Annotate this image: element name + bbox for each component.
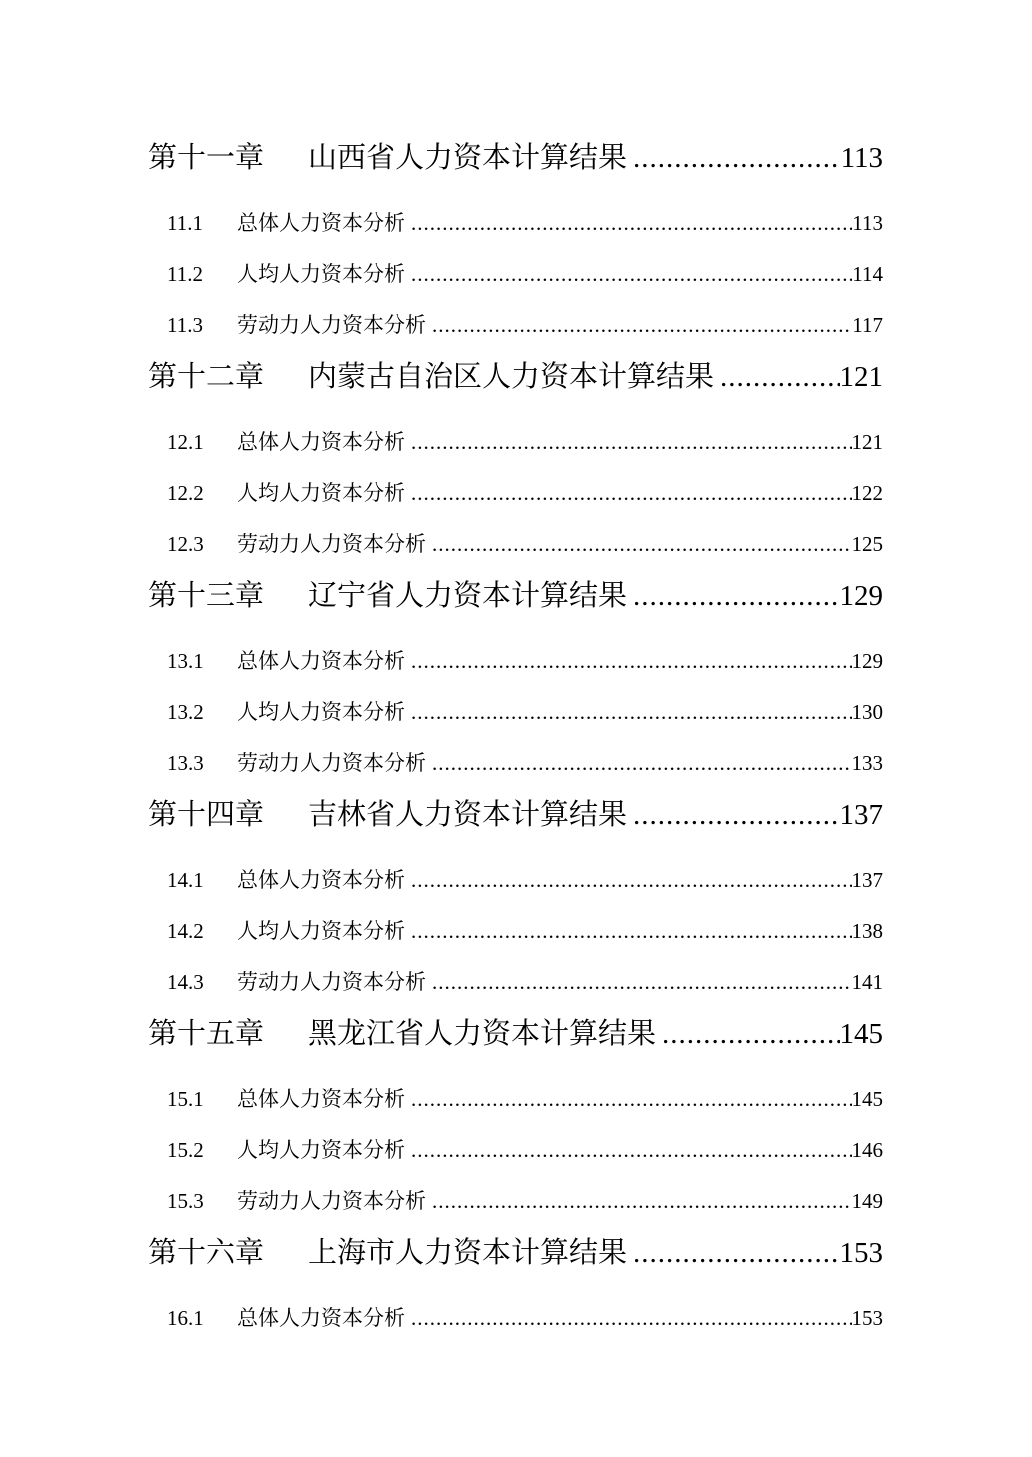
- toc-chapter-entry[interactable]: [148, 576, 883, 616]
- toc-chapter-group: [148, 576, 883, 776]
- section-title: 劳动力人力资本分析: [237, 970, 426, 994]
- toc-chapter-group: [148, 138, 883, 338]
- section-title: 劳动力人力资本分析: [237, 313, 426, 337]
- dot-leader: [426, 969, 852, 995]
- toc-chapter-entry[interactable]: [148, 357, 883, 397]
- page-number: 114: [852, 262, 883, 286]
- toc-chapter-entry[interactable]: [148, 1233, 883, 1273]
- toc-section-entry[interactable]: [148, 1086, 883, 1112]
- toc-section-entry[interactable]: [148, 261, 883, 287]
- page-number: 121: [851, 430, 883, 454]
- dot-leader: [405, 1305, 852, 1331]
- section-number: 15.2: [167, 1138, 204, 1162]
- chapter-title: 辽宁省人力资本计算结果: [308, 580, 628, 612]
- section-title: 劳动力人力资本分析: [237, 751, 426, 775]
- section-number: 12.2: [167, 481, 204, 505]
- page-number: 145: [839, 1018, 883, 1050]
- page-number: 129: [839, 580, 883, 612]
- dot-leader: [426, 312, 852, 338]
- toc-chapter-group: [148, 795, 883, 995]
- section-title: 总体人力资本分析: [237, 430, 405, 454]
- section-title: 总体人力资本分析: [237, 1087, 405, 1111]
- dot-leader: [627, 1233, 839, 1273]
- section-number: 11.1: [167, 211, 203, 235]
- section-number: 15.3: [167, 1189, 204, 1213]
- page-number: 153: [851, 1306, 883, 1330]
- section-title: 总体人力资本分析: [237, 211, 405, 235]
- dot-leader: [426, 1188, 852, 1214]
- dot-leader: [426, 531, 852, 557]
- toc-section-entry[interactable]: [148, 648, 883, 674]
- toc-section-entry[interactable]: [148, 867, 883, 893]
- section-number: 14.3: [167, 970, 204, 994]
- section-title: 总体人力资本分析: [237, 1306, 405, 1330]
- section-number: 13.1: [167, 649, 204, 673]
- section-number: 12.3: [167, 532, 204, 556]
- page-number: 130: [851, 700, 883, 724]
- chapter-number: 第十五章: [148, 1018, 265, 1050]
- dot-leader: [714, 357, 839, 397]
- toc-section-entry[interactable]: [148, 699, 883, 725]
- toc-chapter-entry[interactable]: [148, 138, 883, 178]
- page-number: 113: [852, 211, 883, 235]
- chapter-number: 第十四章: [148, 799, 265, 831]
- toc-chapter-group: [148, 1014, 883, 1214]
- dot-leader: [405, 261, 852, 287]
- toc-section-entry[interactable]: [148, 1137, 883, 1163]
- toc-section-entry[interactable]: [148, 531, 883, 557]
- section-number: 11.2: [167, 262, 203, 286]
- page-number: 117: [852, 313, 883, 337]
- toc-section-entry[interactable]: [148, 210, 883, 236]
- toc-section-entry[interactable]: [148, 1305, 883, 1331]
- toc-section-entry[interactable]: [148, 750, 883, 776]
- dot-leader: [405, 918, 852, 944]
- page-number: 129: [851, 649, 883, 673]
- section-title: 总体人力资本分析: [237, 649, 405, 673]
- dot-leader: [405, 1086, 852, 1112]
- toc-section-entry[interactable]: [148, 480, 883, 506]
- section-title: 劳动力人力资本分析: [237, 1189, 426, 1213]
- chapter-title: 吉林省人力资本计算结果: [308, 799, 628, 831]
- dot-leader: [405, 867, 852, 893]
- section-number: 13.2: [167, 700, 204, 724]
- page-number: 149: [851, 1189, 883, 1213]
- page-number: 113: [840, 142, 883, 174]
- chapter-number: 第十一章: [148, 142, 265, 174]
- page-number: 141: [851, 970, 883, 994]
- section-title: 人均人力资本分析: [237, 262, 405, 286]
- page-number: 133: [851, 751, 883, 775]
- dot-leader: [405, 1137, 852, 1163]
- chapter-title: 山西省人力资本计算结果: [308, 142, 628, 174]
- page-number: 137: [839, 799, 883, 831]
- section-number: 13.3: [167, 751, 204, 775]
- section-title: 劳动力人力资本分析: [237, 532, 426, 556]
- page-number: 153: [839, 1237, 883, 1269]
- dot-leader: [405, 699, 852, 725]
- section-number: 14.2: [167, 919, 204, 943]
- page-number: 125: [851, 532, 883, 556]
- page-number: 145: [851, 1087, 883, 1111]
- chapter-title: 上海市人力资本计算结果: [308, 1237, 628, 1269]
- section-title: 人均人力资本分析: [237, 700, 405, 724]
- chapter-title: 内蒙古自治区人力资本计算结果: [308, 361, 715, 393]
- page-number: 146: [851, 1138, 883, 1162]
- chapter-title: 黑龙江省人力资本计算结果: [308, 1018, 657, 1050]
- dot-leader: [405, 648, 852, 674]
- toc-section-entry[interactable]: [148, 312, 883, 338]
- toc-chapter-group: [148, 357, 883, 557]
- toc-section-entry[interactable]: [148, 969, 883, 995]
- dot-leader: [426, 750, 852, 776]
- page-number: 122: [851, 481, 883, 505]
- section-number: 15.1: [167, 1087, 204, 1111]
- toc-section-entry[interactable]: [148, 429, 883, 455]
- chapter-number: 第十六章: [148, 1237, 265, 1269]
- section-number: 12.1: [167, 430, 204, 454]
- toc-section-entry[interactable]: [148, 918, 883, 944]
- section-title: 总体人力资本分析: [237, 868, 405, 892]
- dot-leader: [405, 480, 852, 506]
- page-number: 138: [851, 919, 883, 943]
- chapter-number: 第十三章: [148, 580, 265, 612]
- section-title: 人均人力资本分析: [237, 481, 405, 505]
- toc-chapter-entry[interactable]: [148, 1014, 883, 1054]
- toc-chapter-entry[interactable]: [148, 795, 883, 835]
- dot-leader: [656, 1014, 839, 1054]
- toc-chapter-group: [148, 1233, 883, 1331]
- section-number: 16.1: [167, 1306, 204, 1330]
- chapter-number: 第十二章: [148, 361, 265, 393]
- section-number: 14.1: [167, 868, 204, 892]
- dot-leader: [405, 429, 852, 455]
- page-number: 121: [839, 361, 883, 393]
- section-title: 人均人力资本分析: [237, 1138, 405, 1162]
- toc-section-entry[interactable]: [148, 1188, 883, 1214]
- dot-leader: [627, 795, 839, 835]
- section-title: 人均人力资本分析: [237, 919, 405, 943]
- section-number: 11.3: [167, 313, 203, 337]
- dot-leader: [405, 210, 852, 236]
- dot-leader: [627, 576, 839, 616]
- page-number: 137: [851, 868, 883, 892]
- dot-leader: [627, 138, 841, 178]
